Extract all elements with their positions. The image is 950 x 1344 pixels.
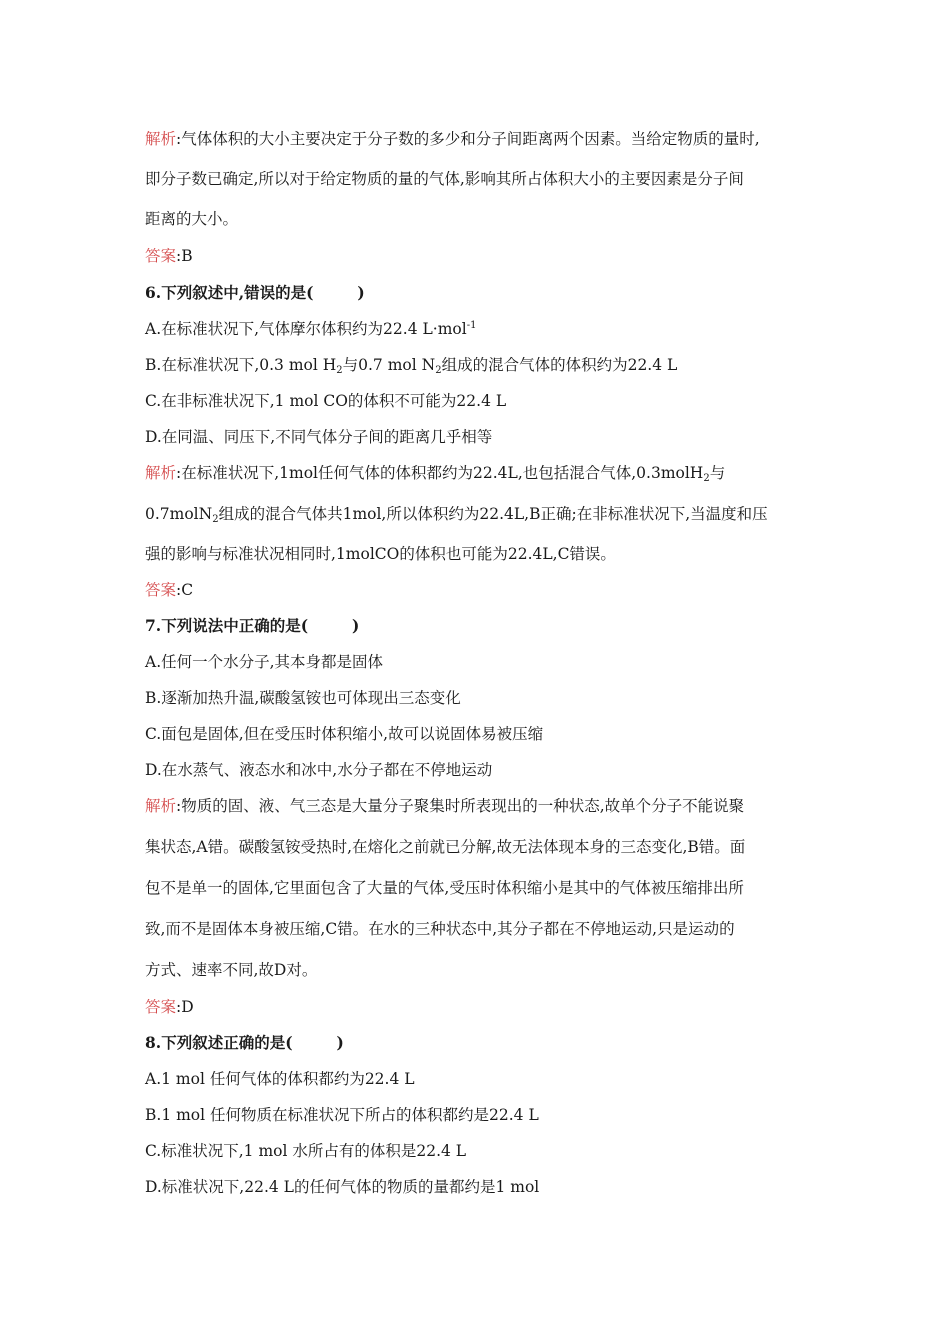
q7-analysis-line-3: 包不是单一的固体,它里面包含了大量的气体,受压时体积缩小是其中的气体被压缩排出所 xyxy=(145,879,744,897)
q5-analysis-line-1: 解析:气体体积的大小主要决定于分子数的多少和分子间距离两个因素。当给定物质的量时, xyxy=(145,130,760,148)
q6-option-a: A.在标准状况下,气体摩尔体积约为22.4 L·mol$^{-1}$ xyxy=(145,320,477,338)
q7-analysis-line-2: 集状态,A错。碳酸氢铵受热时,在熔化之前就已分解,故无法体现本身的三态变化,B错。面 xyxy=(145,838,746,856)
q5-answer: 答案:B xyxy=(145,247,193,265)
q7-analysis-line-4: 致,而不是固体本身被压缩,C错。在水的三种状态中,其分子都在不停地运动,只是运动的 xyxy=(145,920,735,938)
q6-option-c: C.在非标准状况下,1 mol CO的体积不可能为22.4 L xyxy=(145,392,507,410)
q6-analysis-line-2: 0.7molN$_2$组成的混合气体共1mol,所以体积约为22.4L,B正确;在非标准状况下,当温度和压 xyxy=(145,505,768,525)
q7-option-a: A.任何一个水分子,其本身都是固体 xyxy=(145,653,384,671)
answer-label: 答案 xyxy=(145,581,177,599)
q5-analysis-line-2: 即分子数已确定,所以对于给定物质的量的气体,影响其所占体积大小的主要因素是分子间 xyxy=(145,170,744,188)
q8-stem: 8.下列叙述正确的是( ) xyxy=(145,1033,344,1052)
q7-answer: 答案:D xyxy=(145,998,194,1016)
analysis-label: 解析 xyxy=(145,464,177,482)
q6-analysis-line-1: 解析:在标准状况下,1mol任何气体的体积都约为22.4L,也包括混合气体,0.3molH$_2$与 xyxy=(145,464,726,484)
q6-option-d: D.在同温、同压下,不同气体分子间的距离几乎相等 xyxy=(145,428,493,446)
q7-analysis-line-1: 解析:物质的固、液、气三态是大量分子聚集时所表现出的一种状态,故单个分子不能说聚 xyxy=(145,797,745,815)
analysis-label: 解析 xyxy=(145,797,177,815)
q7-option-d: D.在水蒸气、液态水和冰中,水分子都在不停地运动 xyxy=(145,761,493,779)
q7-option-b: B.逐渐加热升温,碳酸氢铵也可体现出三态变化 xyxy=(145,689,461,707)
analysis-label: 解析 xyxy=(145,130,177,148)
q6-answer: 答案:C xyxy=(145,581,194,599)
q8-option-b: B.1 mol 任何物质在标准状况下所占的体积都约是22.4 L xyxy=(145,1106,539,1124)
q7-option-c: C.面包是固体,但在受压时体积缩小,故可以说固体易被压缩 xyxy=(145,725,544,743)
q5-analysis-line-3: 距离的大小。 xyxy=(145,210,239,228)
q6-analysis-line-3: 强的影响与标准状况相同时,1molCO的体积也可能为22.4L,C错误。 xyxy=(145,545,616,563)
q7-analysis-line-5: 方式、速率不同,故D对。 xyxy=(145,961,318,979)
question-number: 7. xyxy=(145,616,162,635)
question-number: 6. xyxy=(145,283,162,302)
q6-stem: 6.下列叙述中,错误的是( ) xyxy=(145,283,365,302)
question-number: 8. xyxy=(145,1033,162,1052)
q6-option-b: B.在标准状况下,0.3 mol $H_2$与0.7 mol $N_2$组成的混合气体的体积约为22.4 L xyxy=(145,356,678,376)
q8-option-a: A.1 mol 任何气体的体积都约为22.4 L xyxy=(145,1070,415,1088)
q7-stem: 7.下列说法中正确的是( ) xyxy=(145,616,360,635)
answer-label: 答案 xyxy=(145,998,177,1016)
q8-option-d: D.标准状况下,22.4 L的任何气体的物质的量都约是1 mol xyxy=(145,1178,540,1196)
q8-option-c: C.标准状况下,1 mol 水所占有的体积是22.4 L xyxy=(145,1142,467,1160)
answer-label: 答案 xyxy=(145,247,177,265)
